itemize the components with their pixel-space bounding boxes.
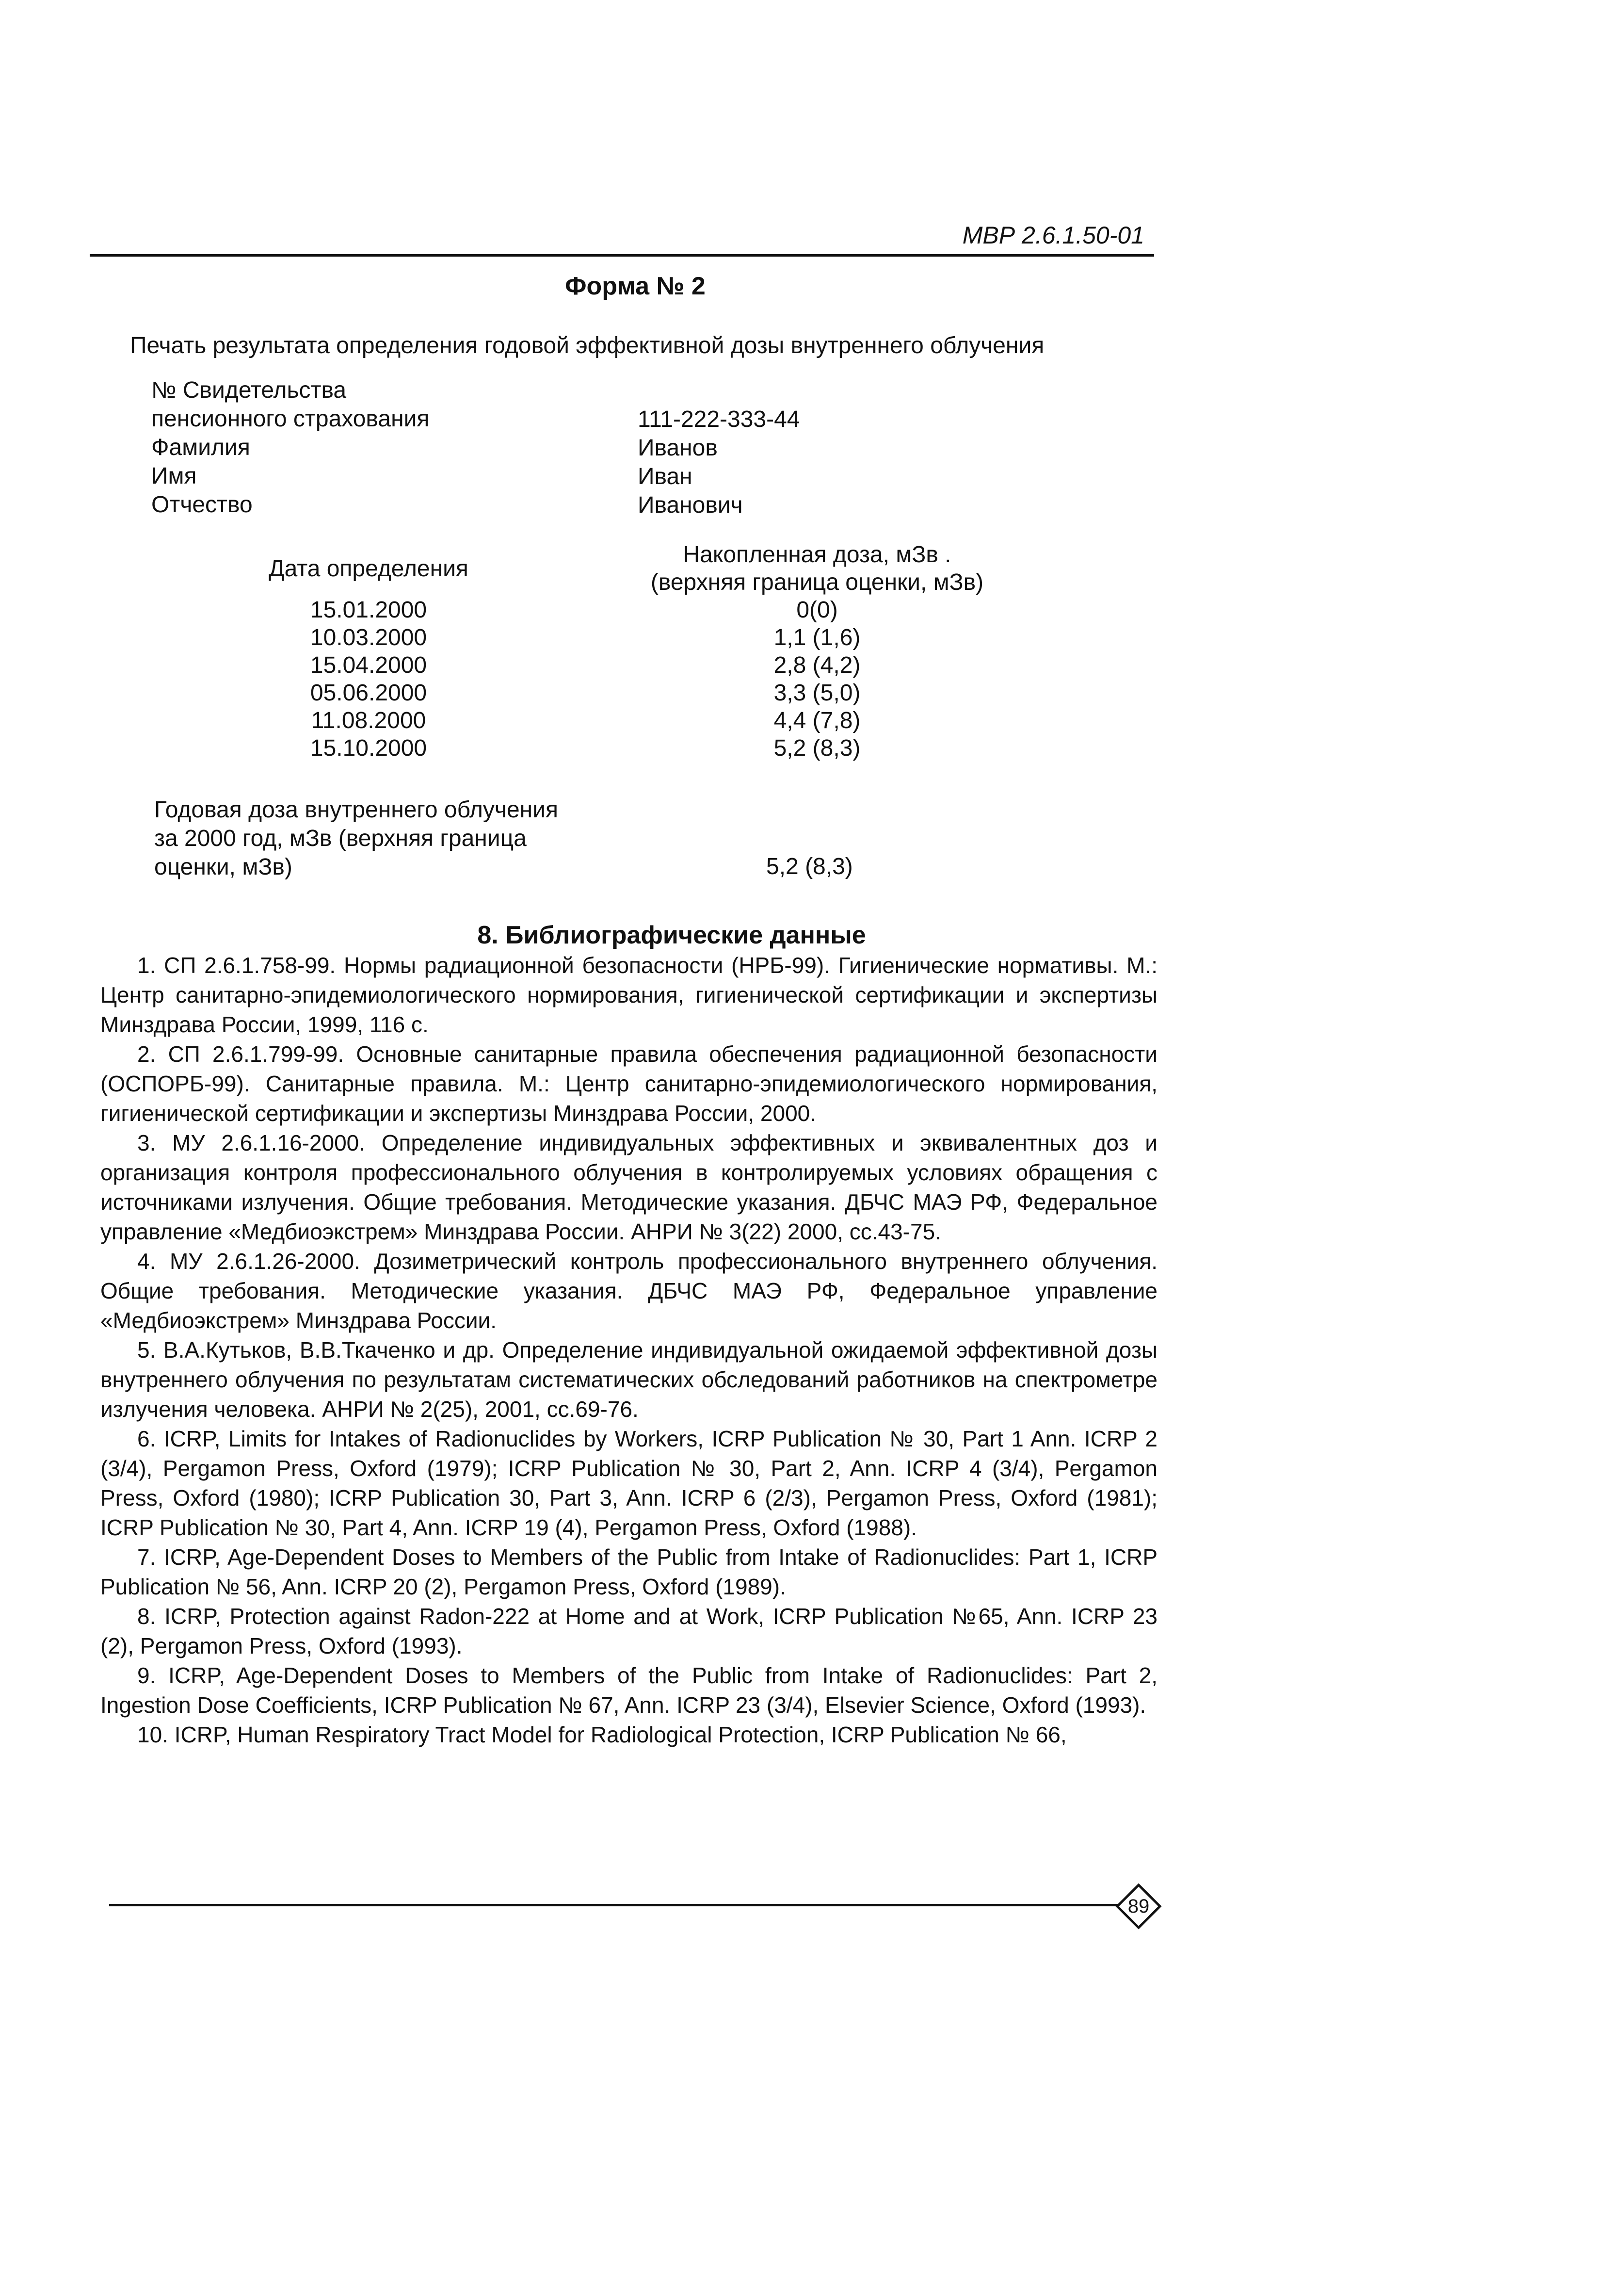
field-value-name: Иван <box>638 464 692 489</box>
table-cell-date: 11.08.2000 <box>311 708 426 733</box>
table-cell-dose: 0(0) <box>796 597 838 623</box>
field-label-patronymic: Отчество <box>151 492 253 518</box>
header-rule <box>90 254 1154 257</box>
table-cell-dose: 1,1 (1,6) <box>773 625 861 650</box>
bibliography-item: 9. ICRP, Age-Dependent Doses to Members of the Public from Intake of Radionuclides: Part 2, Ingestion Dose Coefficients, ICRP Publication № 67, Ann. ICRP 23 (3/4), Elsevier Science, Oxford (1993). <box>100 1663 1158 1718</box>
table-cell-date: 15.01.2000 <box>310 597 427 623</box>
dose-table-date-column <box>225 541 512 762</box>
field-labels <box>151 376 627 519</box>
table-cell-dose: 5,2 (8,3) <box>773 735 861 761</box>
dose-header-line-1: Накопленная доза, мЗв . <box>683 542 951 568</box>
table-cell-dose: 4,4 (7,8) <box>773 708 861 733</box>
bibliography-item: 6. ICRP, Limits for Intakes of Radionuclides by Workers, ICRP Publication № 30, Part 1 Ann. ICRP 2 (3/4), Pergamon Press, Oxford (1979); ICRP Publication № 30, Part 2, Ann. ICRP 4 (3/4), Pergamon Press, Oxford (1980); ICRP Publication 30, Part 3, Ann. ICRP 6 (2/3), Pergamon Press, Oxford (1981); ICRP Publication № 30, Part 4, Ann. ICRP 19 (4), Pergamon Press, Oxford (1988). <box>100 1426 1158 1540</box>
table-cell-date: 15.04.2000 <box>310 652 427 678</box>
table-cell-date: 15.10.2000 <box>310 735 427 761</box>
table-cell-date: 05.06.2000 <box>310 680 427 706</box>
dose-table-dose-column <box>616 541 1018 762</box>
bibliography-item: 5. В.А.Кутьков, В.В.Ткаченко и др. Определение индивидуальной ожидаемой эффективной дозы внутреннего облучения по результатам систематических обследований работников на спектрометре излучения человека. АНРИ № 2(25), 2001, сс.69-76. <box>100 1337 1158 1422</box>
annual-dose-label <box>154 796 639 881</box>
bibliography-item: 4. МУ 2.6.1.26-2000. Дозиметрический контроль профессионального внутреннего облучения. Общие требования. Методические указания. ДБЧС МАЭ РФ, Федеральное управление «Медбиоэкстрем» Минздрава России. <box>100 1249 1158 1333</box>
table-cell-date: 10.03.2000 <box>310 625 427 650</box>
field-label-pension: пенсионного страхования <box>151 406 430 432</box>
dose-column-header <box>616 541 1018 596</box>
annual-label-line: Годовая доза внутреннего облучения <box>154 797 558 823</box>
document-code: МВР 2.6.1.50-01 <box>962 222 1144 249</box>
field-value-certificate: 111-222-333-44 <box>638 406 800 432</box>
form-title: Форма № 2 <box>565 272 706 300</box>
bibliography-item: 8. ICRP, Protection against Radon-222 at Home and at Work, ICRP Publication №65, Ann. ICRP 23 (2), Pergamon Press, Oxford (1993). <box>100 1604 1158 1658</box>
annual-label-line: оценки, мЗв) <box>154 854 292 880</box>
field-label-certificate: № Свидетельства <box>151 377 347 403</box>
table-cell-dose: 2,8 (4,2) <box>773 652 861 678</box>
footer-rule <box>109 1904 1120 1906</box>
bibliography-item: 1. СП 2.6.1.758-99. Нормы радиационной безопасности (НРБ-99). Гигиенические нормативы. М.: Центр санитарно-эпидемиологического нормирования, гигиенической сертификации и экспертизы Минздрава России, 1999, 116 с. <box>100 953 1158 1037</box>
field-value-patronymic: Иванович <box>638 492 743 518</box>
bibliography-item: 7. ICRP, Age-Dependent Doses to Members of the Public from Intake of Radionuclides: Part 1, ICRP Publication № 56, Ann. ICRP 20 (2), Pergamon Press, Oxford (1989). <box>100 1544 1158 1599</box>
annual-dose-value: 5,2 (8,3) <box>766 854 853 879</box>
page-number-badge <box>1115 1883 1162 1930</box>
form-subtitle: Печать результата определения годовой эффективной дозы внутреннего облучения <box>130 333 1045 358</box>
field-label-name: Имя <box>151 463 197 489</box>
dose-header-line-2: (верхняя граница оценки, мЗв) <box>650 569 984 595</box>
bibliography-item: 3. МУ 2.6.1.16-2000. Определение индивидуальных эффективных и эквивалентных доз и организация контроля профессионального облучения в контролируемых условиях обращения с источниками излучения. Общие требования. Методические указания. ДБЧС МАЭ РФ, Федеральное управление «Медбиоэкстрем» Минздрава России. АНРИ № 3(22) 2000, сс.43-75. <box>100 1130 1158 1244</box>
table-cell-dose: 3,3 (5,0) <box>773 680 861 706</box>
bibliography-list <box>100 951 1158 1750</box>
page-number: 89 <box>1127 1895 1150 1917</box>
annual-label-line: за 2000 год, мЗв (верхняя граница <box>154 826 527 851</box>
bibliography-item: 10. ICRP, Human Respiratory Tract Model for Radiological Protection, ICRP Publication № 66, <box>137 1722 1067 1747</box>
bibliography-item: 2. СП 2.6.1.799-99. Основные санитарные правила обеспечения радиационной безопасности (ОСПОРБ-99). Санитарные правила. М.: Центр санитарно-эпидемиологического нормирования, гигиенической сертификации и экспертизы Минздрава России, 2000. <box>100 1041 1158 1126</box>
bibliography-title: 8. Библиографические данные <box>477 921 866 949</box>
date-column-header: Дата определения <box>269 555 468 582</box>
field-value-surname: Иванов <box>638 435 718 461</box>
field-label-surname: Фамилия <box>151 435 250 460</box>
field-values <box>638 405 977 520</box>
